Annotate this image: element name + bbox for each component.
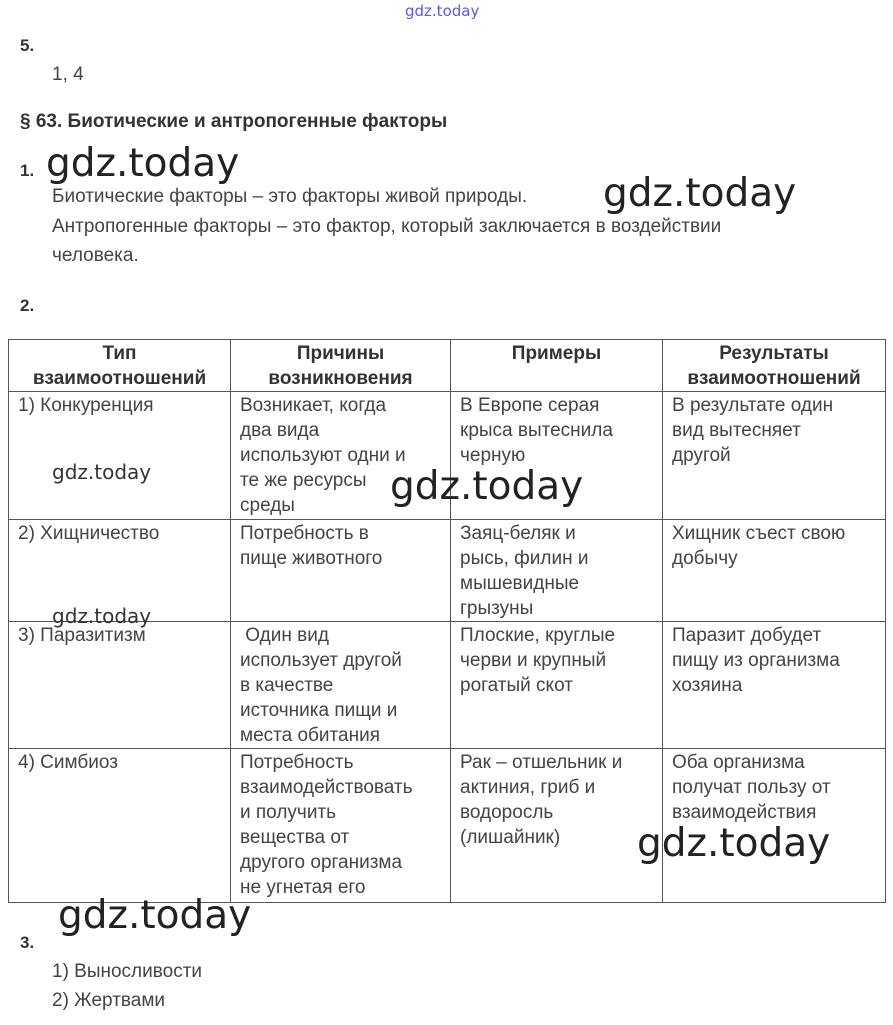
cell-line: черную bbox=[460, 445, 526, 466]
header-examples bbox=[451, 340, 663, 392]
watermark-table-3: gdz.today bbox=[52, 604, 152, 628]
cell-line: грызуны bbox=[460, 598, 534, 619]
cell-causes bbox=[231, 749, 451, 903]
question-1-line-3: человека. bbox=[52, 245, 139, 266]
question-2-number: 2. bbox=[20, 296, 35, 315]
header-line: взаимоотношений bbox=[32, 368, 207, 389]
cell-line: черви и крупный bbox=[460, 650, 607, 671]
cell-line: 3) Паразитизм bbox=[18, 625, 146, 646]
cell-line: используют одни и bbox=[240, 445, 406, 466]
cell-results bbox=[663, 622, 886, 749]
cell-line: пище животного bbox=[240, 548, 383, 569]
cell-line: места обитания bbox=[240, 725, 380, 746]
cell-line: Потребность bbox=[240, 752, 354, 773]
cell-line: другой bbox=[672, 445, 731, 466]
question-5-answer: 1, 4 bbox=[52, 64, 84, 85]
header-line: Тип bbox=[102, 343, 137, 364]
cell-line: и получить bbox=[240, 802, 337, 823]
cell-type bbox=[9, 749, 231, 903]
cell-line: В результате один bbox=[672, 395, 834, 416]
cell-line: (лишайник) bbox=[460, 827, 561, 848]
cell-line: крыса вытеснила bbox=[460, 420, 613, 441]
cell-line: использует другой bbox=[240, 650, 402, 671]
cell-line: два вида bbox=[240, 420, 320, 441]
cell-line: рысь, филин и bbox=[460, 548, 589, 569]
cell-line: хозяина bbox=[672, 675, 743, 696]
cell-line: Хищник съест свою bbox=[672, 523, 846, 544]
cell-line: вид вытесняет bbox=[672, 420, 801, 441]
header-line: возникновения bbox=[268, 368, 413, 389]
cell-examples bbox=[451, 749, 663, 903]
cell-line: 2) Хищничество bbox=[18, 523, 160, 544]
watermark-table-2: gdz.today bbox=[390, 464, 584, 509]
cell-line: актиния, гриб и bbox=[460, 777, 596, 798]
cell-line: Оба организма bbox=[672, 752, 805, 773]
cell-line: Потребность в bbox=[240, 523, 369, 544]
cell-line: 1) Конкуренция bbox=[18, 395, 154, 416]
cell-line: те же ресурсы bbox=[240, 470, 367, 491]
cell-line: водоросль bbox=[460, 802, 554, 823]
cell-results bbox=[663, 520, 886, 622]
question-5-number: 5. bbox=[20, 36, 35, 55]
cell-line: другого организма bbox=[240, 852, 403, 873]
cell-line: Паразит добудет bbox=[672, 625, 822, 646]
cell-line: пищу из организма bbox=[672, 650, 840, 671]
question-1-line-1: Биотические факторы – это факторы живой природы. bbox=[52, 186, 528, 207]
cell-line: 4) Симбиоз bbox=[18, 752, 118, 773]
watermark-q1-right: gdz.today bbox=[603, 171, 797, 216]
header-causes bbox=[231, 340, 451, 392]
cell-line: Один вид bbox=[240, 625, 329, 646]
table-row bbox=[9, 622, 886, 749]
header-results bbox=[663, 340, 886, 392]
cell-type bbox=[9, 622, 231, 749]
cell-line: взаимодействия bbox=[672, 802, 817, 823]
cell-line: В Европе серая bbox=[460, 395, 600, 416]
cell-line: взаимодействовать bbox=[240, 777, 413, 798]
cell-line: вещества от bbox=[240, 827, 350, 848]
cell-line: в качестве bbox=[240, 675, 334, 696]
cell-results bbox=[663, 392, 886, 520]
question-3-answer-2: 2) Жертвами bbox=[52, 990, 166, 1011]
cell-line: рогатый скот bbox=[460, 675, 573, 696]
cell-examples bbox=[451, 622, 663, 749]
cell-examples bbox=[451, 520, 663, 622]
header-type bbox=[9, 340, 231, 392]
cell-line: добычу bbox=[672, 548, 738, 569]
cell-line: получат пользу от bbox=[672, 777, 831, 798]
watermark-table-4: gdz.today bbox=[637, 821, 831, 866]
cell-line: среды bbox=[240, 495, 295, 516]
watermark-q1: gdz.today bbox=[46, 141, 240, 186]
cell-line: Возникает, когда bbox=[240, 395, 387, 416]
question-3-number: 3. bbox=[20, 933, 35, 952]
header-line: взаимоотношений bbox=[687, 368, 861, 389]
cell-line: Плоские, круглые bbox=[460, 625, 616, 646]
cell-line: не угнетая его bbox=[240, 877, 366, 898]
question-1-number: 1. bbox=[20, 161, 35, 180]
cell-line: Заяц-беляк и bbox=[460, 523, 576, 544]
watermark-q3: gdz.today bbox=[58, 893, 252, 938]
watermark-table-1: gdz.today bbox=[52, 460, 152, 484]
question-1-line-2: Антропогенные факторы – это фактор, который заключается в воздействии bbox=[52, 216, 722, 237]
cell-line: мышевидные bbox=[460, 573, 580, 594]
cell-line: Рак – отшельник и bbox=[460, 752, 623, 773]
table-header-row bbox=[9, 340, 886, 392]
cell-causes bbox=[231, 622, 451, 749]
cell-causes bbox=[231, 520, 451, 622]
header-line: Причины bbox=[296, 343, 385, 364]
section-title: § 63. Биотические и антропогенные факторы bbox=[20, 111, 448, 132]
header-line: Результаты bbox=[719, 343, 829, 364]
header-line: Примеры bbox=[511, 343, 602, 364]
watermark-top: gdz.today bbox=[405, 2, 480, 20]
question-3-answer-1: 1) Выносливости bbox=[52, 961, 203, 982]
cell-line: источника пищи и bbox=[240, 700, 398, 721]
cell-type bbox=[9, 392, 231, 520]
